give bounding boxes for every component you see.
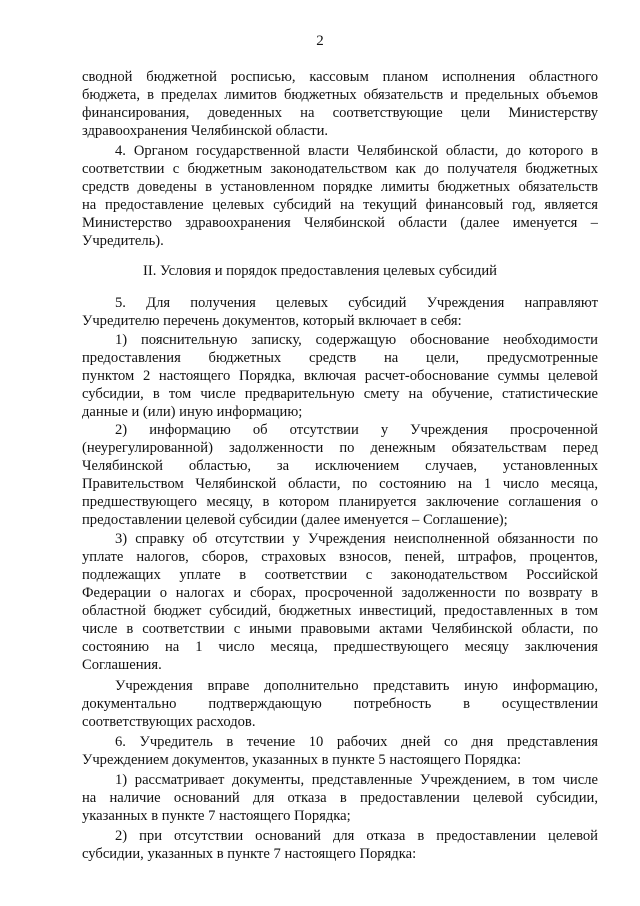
text-line: здравоохранения Челябинской области. bbox=[82, 123, 329, 139]
text-line: субсидии, указанных в пункте 7 настоящего Порядка: bbox=[82, 846, 417, 862]
text-line: 5. Для получения целевых субсидий Учреждения направляют bbox=[115, 295, 598, 311]
section-heading: II. Условия и порядок предоставления целевых субсидий bbox=[142, 263, 497, 279]
text-line: 1) рассматривает документы, представленные Учреждением, в том числе bbox=[115, 772, 598, 788]
text-line: 2) при отсутствии оснований для отказа в предоставлении целевой bbox=[115, 828, 598, 844]
text-line: Учреждением документов, указанных в пункте 5 настоящего Порядка: bbox=[82, 752, 522, 768]
text-line: 3) справку об отсутствии у Учреждения неисполненной обязанности по bbox=[115, 531, 598, 547]
text-line: средств доведены в установленном порядке лимиты бюджетных обязательств bbox=[82, 179, 598, 195]
text-line: на предоставление целевых субсидий на текущий финансовый год, является bbox=[82, 197, 598, 213]
text-line: Челябинской областью, за исключением случаев, установленных bbox=[82, 458, 598, 474]
text-line: предоставления бюджетных средств на цели, предусмотренные bbox=[82, 350, 598, 366]
text-line: пунктом 2 настоящего Порядка, включая расчет-обоснование суммы целевой bbox=[82, 368, 598, 384]
text-line: Федерации о налогах и сборах, просроченной задолженности по возврату в bbox=[82, 585, 598, 601]
text-line: документально подтверждающую потребность в осуществлении bbox=[82, 696, 598, 712]
text-line: числе в соответствии с иными правовыми актами Челябинской области, по bbox=[82, 621, 598, 637]
text-line: Учредитель). bbox=[82, 233, 164, 249]
text-line: уплате налогов, сборов, страховых взносов, пеней, штрафов, процентов, bbox=[82, 549, 598, 565]
text-line: предоставлении целевой субсидии (далее именуется – Соглашение); bbox=[82, 512, 508, 528]
text-line: бюджета, в пределах лимитов бюджетных обязательств и предельных объемов bbox=[82, 87, 598, 103]
text-line: (неурегулированной) задолженности по денежным обязательствам перед bbox=[82, 440, 598, 456]
text-line: финансирования, доведенных на соответствующие цели Министерству bbox=[82, 105, 598, 121]
text-line: 6. Учредитель в течение 10 рабочих дней со дня представления bbox=[115, 734, 598, 750]
text-line: Министерство здравоохранения Челябинской области (далее именуется – bbox=[82, 215, 598, 231]
text-line: данные и (или) иную информацию; bbox=[82, 404, 303, 420]
text-line: Соглашения. bbox=[82, 657, 162, 673]
text-line: 2) информацию об отсутствии у Учреждения просроченной bbox=[115, 422, 598, 438]
text-line: на наличие оснований для отказа в предоставлении целевой субсидии, bbox=[82, 790, 598, 806]
text-line: Правительством Челябинской области, по состоянию на 1 число месяца, bbox=[82, 476, 598, 492]
text-line: 4. Органом государственной власти Челябинской области, до которого в bbox=[115, 143, 598, 159]
page-number: 2 bbox=[316, 33, 324, 49]
text-line: соответствующих расходов. bbox=[82, 714, 256, 730]
text-line: областной бюджет субсидий, бюджетных инвестиций, предоставленных в том bbox=[82, 603, 598, 619]
text-line: подлежащих уплате в соответствии с законодательством Российской bbox=[82, 567, 598, 583]
text-line: предшествующего месяцу, в котором планируется заключение соглашения о bbox=[82, 494, 598, 510]
text-line: сводной бюджетной росписью, кассовым планом исполнения областного bbox=[82, 69, 598, 85]
text-line: указанных в пункте 7 настоящего Порядка; bbox=[82, 808, 351, 824]
text-line: состоянию на 1 число месяца, предшествующего месяцу заключения bbox=[82, 639, 598, 655]
text-line: субсидии, в том числе предварительную смету на обучение, статистические bbox=[82, 386, 598, 402]
text-line: соответствии с бюджетным законодательством как до получателя бюджетных bbox=[82, 161, 598, 177]
text-line: Учредителю перечень документов, который включает в себя: bbox=[82, 313, 462, 329]
text-line: Учреждения вправе дополнительно представить иную информацию, bbox=[115, 678, 598, 694]
text-line: 1) пояснительную записку, содержащую обоснование необходимости bbox=[115, 332, 598, 348]
